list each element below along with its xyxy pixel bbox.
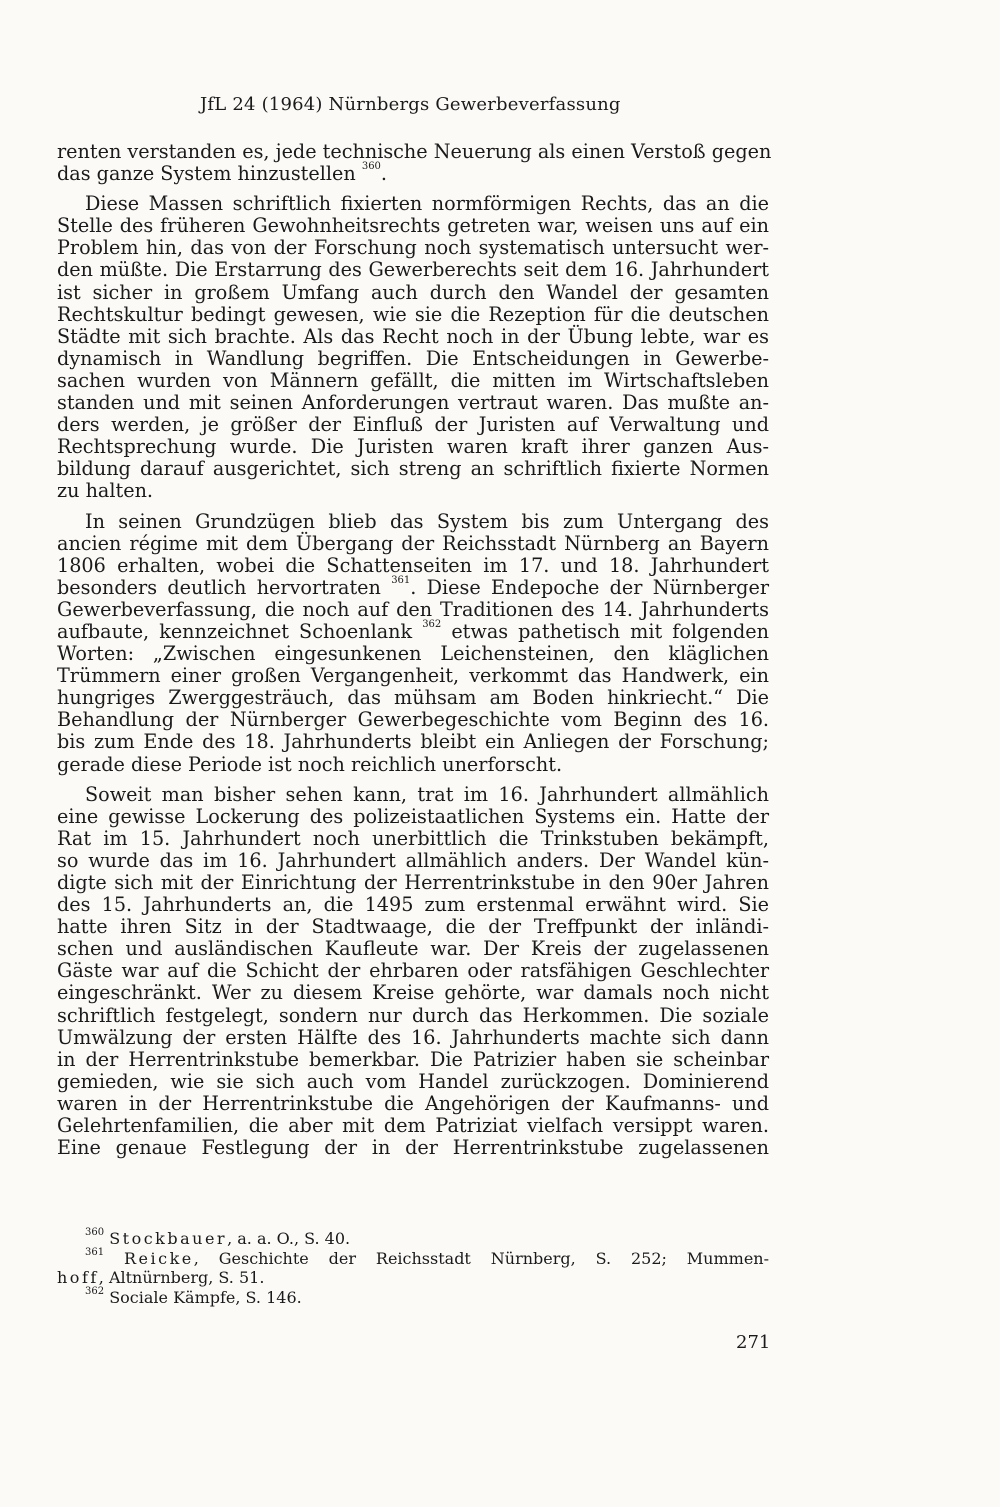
text-line (57, 938, 769, 960)
text-line (57, 436, 769, 458)
footnote-number: 362 (85, 1285, 105, 1297)
text-run: das ganze System hinzustellen (57, 162, 362, 186)
footnote-text: , Geschichte der Reichsstadt Nürnberg, S. 252; Mummen- (193, 1248, 770, 1268)
footnote-ref: 362 (422, 618, 442, 630)
text-line (57, 348, 769, 370)
footnote-number: 361 (85, 1246, 105, 1258)
text-line (57, 916, 769, 938)
text-line (57, 687, 769, 709)
footnote-text: Sociale Kämpfe, S. 146. (109, 1287, 302, 1307)
text-run: renten verstanden es, jede technische Neuerung als einen Verstoß gegen (57, 140, 772, 163)
text-line (57, 555, 769, 577)
text-run: des 15. Jahrhunderts an, die 1495 zum erstenmal erwähnt wird. Sie (57, 893, 769, 917)
text-run: ist sicher in großem Umfang auch durch den Wandel der gesamten (57, 280, 769, 304)
text-line (57, 1115, 769, 1137)
text-run: Behandlung der Nürnberger Gewerbegeschichte vom Beginn des 16. (57, 708, 769, 732)
text-run: Soweit man bisher sehen kann, trat im 16. Jahrhundert allmählich (85, 782, 769, 806)
footnote-number: 360 (85, 1227, 105, 1238)
text-line (57, 1005, 769, 1027)
text-line (57, 709, 769, 731)
text-run: den müßte. Die Erstarrung des Gewerberechts seit dem 16. Jahrhundert (57, 258, 769, 282)
text-line (57, 282, 769, 304)
text-line (57, 828, 769, 850)
body-text (57, 140, 772, 1160)
text-run: sachen wurden von Männern gefällt, die mitten im Wirtschaftsleben (57, 368, 769, 392)
footnote (57, 1285, 769, 1308)
footnote-ref: 360 (361, 161, 381, 173)
text-line (57, 140, 772, 163)
text-run: Stelle des früheren Gewohnheitsrechts getreten war, weisen uns auf ein (57, 214, 769, 238)
text-run: eingeschränkt. Wer zu diesem Kreise gehörte, war damals noch nicht (57, 981, 769, 1005)
author-name: Stockbauer (109, 1229, 228, 1248)
text-run: waren in der Herrentrinkstube die Angehörigen der Kaufmanns- und (57, 1091, 769, 1115)
text-line (57, 370, 769, 392)
text-run: bildung darauf ausgerichtet, sich streng an schriftlich fixierte Normen (57, 457, 769, 481)
text-run: Gewerbeverfassung, die noch auf den Traditionen des 14. Jahrhunderts (57, 597, 769, 621)
text-run: Rechtsprechung wurde. Die Juristen waren kraft ihrer ganzen Aus- (57, 435, 769, 459)
text-run: In seinen Grundzügen blieb das System bis zum Untergang des (85, 509, 769, 533)
text-run: Trümmern einer großen Vergangenheit, verkommt das Handwerk, ein (57, 664, 769, 688)
text-run: besonders deutlich hervortraten (57, 575, 392, 599)
text-line (57, 304, 769, 326)
text-line (57, 618, 770, 643)
text-run: Gäste war auf die Schicht der ehrbaren oder ratsfähigen Geschlechter (57, 959, 769, 983)
text-line (57, 326, 769, 348)
text-line (57, 850, 769, 872)
text-run: in der Herrentrinkstube bemerkbar. Die Patrizier haben sie scheinbar (57, 1047, 769, 1071)
text-line (57, 872, 769, 894)
footnote-ref: 361 (391, 574, 411, 586)
text-line (57, 784, 769, 806)
page-number: 271 (736, 1332, 771, 1353)
text-line (57, 754, 769, 776)
text-line (57, 259, 769, 281)
text-run: Umwälzung der ersten Hälfte des 16. Jahrhunderts machte sich dann (57, 1025, 769, 1049)
text-line (57, 665, 769, 687)
text-run: zu halten. (57, 479, 154, 503)
text-line (57, 215, 769, 237)
text-run: gemieden, wie sie sich auch vom Handel zurückzogen. Dominierend (57, 1069, 769, 1093)
text-run: Eine genaue Festlegung der in der Herrentrinkstube zugelassenen (57, 1136, 769, 1160)
footnotes (57, 1229, 769, 1307)
text-line (57, 511, 769, 533)
text-line (57, 480, 769, 502)
text-run: Städte mit sich brachte. Als das Recht noch in der Übung lebte, war es (57, 324, 769, 348)
footnote (57, 1229, 769, 1249)
author-name: Reicke (124, 1248, 194, 1268)
text-run: digte sich mit der Einrichtung der Herrentrinkstube in den 90er Jahren (57, 871, 769, 894)
text-run: Rechtskultur bedingt gewesen, wie sie die Rezeption für die deutschen (57, 302, 769, 326)
text-line (57, 643, 769, 665)
text-line (57, 533, 769, 555)
text-run: etwas pathetisch mit folgenden (441, 619, 770, 643)
text-run: gerade diese Periode ist noch reichlich unerforscht. (57, 752, 563, 776)
text-run: eine gewisse Lockerung des polizeistaatlichen Systems ein. Hatte der (57, 804, 769, 828)
text-run: Problem hin, das von der Forschung noch systematisch untersucht wer- (57, 236, 769, 260)
text-run: schen und ausländischen Kaufleute war. Der Kreis der zugelassenen (57, 937, 769, 961)
text-line (57, 458, 769, 480)
text-run: hungriges Zwerggesträuch, das mühsam am Boden hinkriecht.“ Die (57, 686, 769, 710)
text-line (57, 599, 769, 621)
footnote-text: , a. a. O., S. 40. (227, 1229, 351, 1248)
text-run: aufbaute, kennzeichnet Schoenlank (57, 619, 423, 643)
text-line (57, 1137, 769, 1159)
running-head: JfL 24 (1964) Nürnbergs Gewerbeverfassung (200, 94, 621, 115)
text-line (57, 237, 769, 259)
text-run: Worten: „Zwischen eingesunkenen Leichensteinen, den kläglichen (57, 642, 769, 666)
text-run: . (380, 162, 388, 186)
text-line (57, 731, 769, 753)
text-run: standen und mit seinen Anforderungen vertraut waren. Das mußte an- (57, 391, 769, 415)
text-line (57, 193, 769, 215)
text-line (57, 806, 769, 828)
text-line (57, 1093, 769, 1115)
text-run: . Diese Endepoche der Nürnberger (410, 575, 769, 599)
text-run: Rat im 15. Jahrhundert noch unerbittlich die Trinkstuben bekämpft, (57, 826, 769, 850)
text-line (57, 1071, 769, 1093)
text-run: ancien régime mit dem Übergang der Reichsstadt Nürnberg an Bayern (57, 531, 769, 555)
footnote (57, 1268, 769, 1288)
text-run: schriftlich festgelegt, sondern nur durch das Herkommen. Die soziale (57, 1003, 769, 1027)
text-line (57, 1027, 769, 1049)
text-line (57, 574, 769, 599)
text-line (57, 1049, 769, 1071)
text-run: bis zum Ende des 18. Jahrhunderts bleibt ein Anliegen der Forschung; (57, 730, 769, 754)
text-run: Diese Massen schriftlich fixierten normförmigen Rechts, das an die (85, 192, 769, 216)
text-run: ders werden, je größer der Einfluß der Juristen auf Verwaltung und (57, 413, 769, 437)
footnote (57, 1246, 770, 1269)
text-line (57, 894, 769, 916)
text-line (57, 414, 769, 436)
text-run: Gelehrtenfamilien, die aber mit dem Patriziat vielfach versippt waren. (57, 1114, 769, 1138)
text-line (57, 392, 769, 414)
text-run: so wurde das im 16. Jahrhundert allmählich anders. Der Wandel kün- (57, 848, 769, 872)
text-line (57, 163, 769, 185)
text-run: dynamisch in Wandlung begriffen. Die Entscheidungen in Gewerbe- (57, 346, 769, 370)
footnote-text: , Altnürnberg, S. 51. (98, 1268, 265, 1287)
text-line (57, 960, 769, 982)
text-run: 1806 erhalten, wobei die Schattenseiten im 17. und 18. Jahrhundert (57, 553, 769, 577)
author-name: hoff (57, 1268, 99, 1287)
text-line (57, 982, 769, 1004)
text-run: hatte ihren Sitz in der Stadtwaage, die der Treffpunkt der inländi- (57, 915, 769, 939)
